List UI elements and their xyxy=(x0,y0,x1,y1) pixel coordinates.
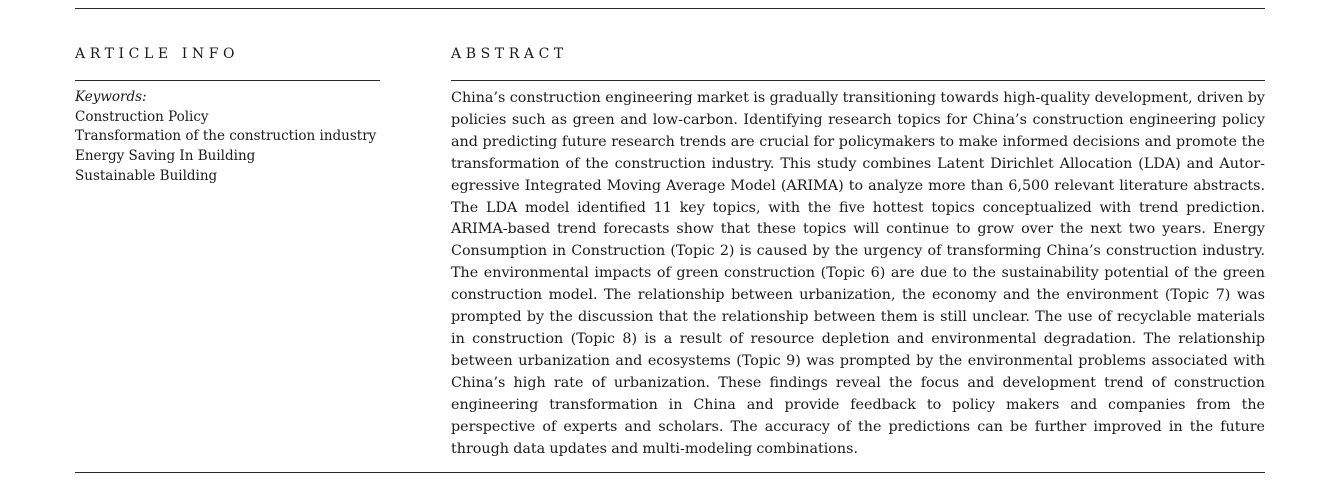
article-info-section xyxy=(75,45,380,187)
keyword-item: Transformation of the construction industry xyxy=(75,128,377,145)
keyword-item: Energy Saving In Building xyxy=(75,148,256,165)
top-divider xyxy=(75,8,1265,9)
keyword-item: Sustainable Building xyxy=(75,167,218,184)
keyword-list xyxy=(75,108,380,187)
keyword-item: Construction Policy xyxy=(75,108,209,125)
keywords-label: Keywords: xyxy=(75,89,147,105)
article-info-heading: ARTICLE INFO xyxy=(75,46,240,62)
abstract-section xyxy=(451,45,1265,460)
abstract-body: China’s construction engineering market is gradually transitioning towards high-quality development, driven by policies such as green and low-carbon. Identifying research topics for China’s construction engineering policy and predicting future research trends are crucial for policymakers to make informed decisions and promote the transformation of the construction industry. This study combines Latent Dirichlet Allocation (LDA) and Autoregressive Integrated Moving Average Model (ARIMA) to analyze more than 6,500 relevant literature abstracts. The LDA model identified 11 key topics, with the five hottest topics conceptualized with trend prediction. ARIMA-based trend forecasts show that these topics will continue to grow over the next two years. Energy Consumption in Construction (Topic 2) is caused by the urgency of transforming China’s construction industry. The environmental impacts of green construction (Topic 6) are due to the sustainability potential of the green construction model. The relationship between urbanization, the economy and the environment (Topic 7) was prompted by the discussion that the relationship between them is still unclear. The use of recyclable materials in construction (Topic 8) is a result of resource depletion and environmental degradation. The relationship between urbanization and ecosystems (Topic 9) was prompted by the environmental problems associated with China’s high rate of urbanization. These findings reveal the focus and development trend of construction engineering transformation in China and provide feedback to policy makers and companies from the perspective of experts and scholars. The accuracy of the predictions can be further improved in the future through data updates and multi-modeling combinations. xyxy=(451,90,1265,457)
abstract-heading: ABSTRACT xyxy=(451,46,568,62)
bottom-divider xyxy=(75,472,1265,473)
abstract-rule xyxy=(451,80,1265,81)
article-info-rule xyxy=(75,80,380,81)
